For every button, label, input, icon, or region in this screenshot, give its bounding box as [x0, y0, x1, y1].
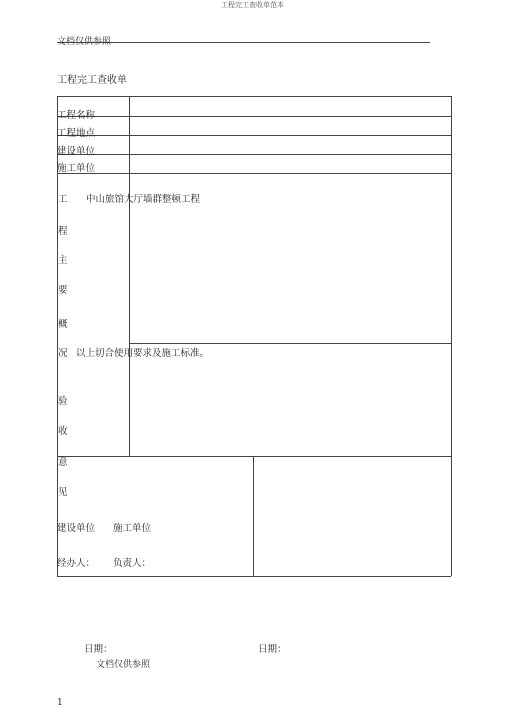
header-watermark: 文档仅供参照 — [57, 37, 112, 47]
row-divider — [57, 154, 451, 155]
acceptance-label-char: 收 — [58, 426, 68, 437]
document-header-title: 工程完工查收单范本 — [221, 1, 284, 9]
signature-responsible-label: 负责人： — [113, 558, 152, 569]
footer-watermark: 文档仅供参照 — [96, 660, 151, 670]
document-title: 工程完工查收单 — [57, 75, 127, 86]
overview-label-char: 要 — [58, 285, 68, 296]
overview-label-char: 况 — [58, 348, 68, 359]
overview-label-char: 工 — [58, 194, 68, 205]
row-label-project-location: 工程地点 — [57, 128, 96, 139]
row-divider — [57, 116, 451, 117]
date-label-left: 日期： — [84, 644, 113, 655]
overview-label-char: 概 — [58, 319, 68, 330]
acceptance-label-char: 验 — [58, 396, 68, 407]
row-label-construction-unit: 建设单位 — [57, 146, 96, 157]
overview-text: 中山旅馆大厅墙群整顿工程 — [86, 194, 201, 205]
acceptance-label-char: 意 — [58, 457, 68, 468]
label-column-divider — [129, 96, 130, 456]
signature-builder-unit: 施工单位 — [113, 523, 152, 534]
header-rule — [57, 42, 430, 43]
overview-label-char: 主 — [58, 255, 68, 266]
row-label-builder-unit: 施工单位 — [57, 163, 96, 174]
date-label-right: 日期： — [258, 644, 287, 655]
table-bottom-border — [57, 576, 451, 577]
row-divider — [57, 456, 451, 457]
signature-handler-label: 经办人： — [57, 558, 96, 569]
row-label-project-name: 工程名称 — [57, 110, 96, 121]
table-top-border — [57, 96, 451, 97]
row-divider — [129, 343, 451, 344]
overview-label-char: 程 — [58, 226, 68, 237]
row-divider — [57, 173, 451, 174]
signature-construction-unit: 建设单位 — [57, 523, 96, 534]
table-right-border — [451, 96, 452, 576]
acceptance-label-char: 见 — [58, 487, 68, 498]
page-number: 1 — [57, 698, 63, 708]
row-divider — [57, 135, 451, 136]
signature-column-divider — [253, 456, 254, 576]
acceptance-text: 以上切合使用要求及施工标准。 — [76, 348, 210, 359]
